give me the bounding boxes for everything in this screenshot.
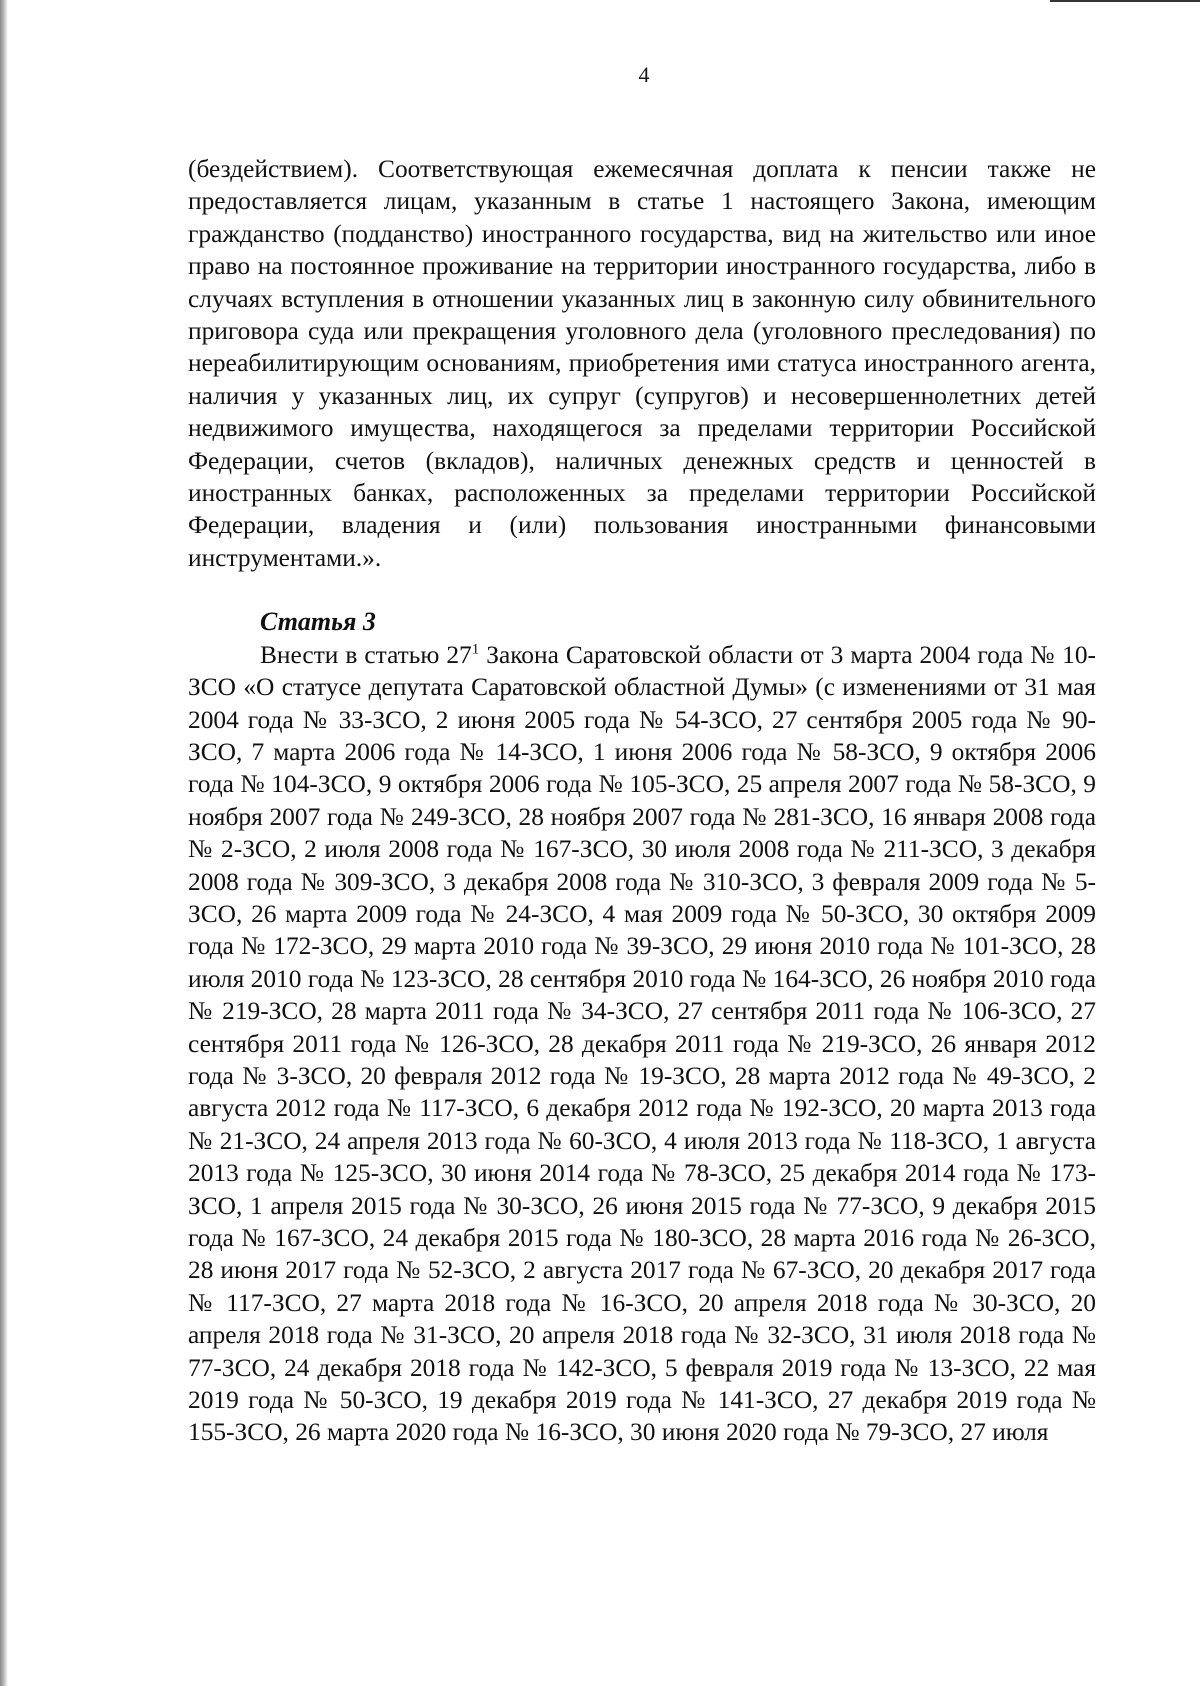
paragraph-article-3 [188, 639, 1096, 1449]
paragraph-continuation: (бездействием). Соответствующая ежемесячная доплата к пенсии также не предоставляется лицам, указанным в статье 1 настоящего Закона, имеющим гражданство (подданство) иностранного государства, вид на жительство или иное право на постоянное проживание на территории иностранного государства, либо в случаях вступления в отношении указанных лиц в законную силу обвинительного приговора суда или прекращения уголовного дела (уголовного преследования) по нереабилитирующим основаниям, приобретения ими статуса иностранного агента, наличия у указанных лиц, их супруг (супругов) и несовершеннолетних детей недвижимого имущества, находящегося за пределами территории Российской Федерации, счетов (вкладов), наличных денежных средств и ценностей в иностранных банках, расположенных за пределами территории Российской Федерации, владения и (или) пользования иностранными финансовыми инструментами.». [188, 155, 1096, 572]
document-body [188, 153, 1096, 1449]
paragraph-article-3-rest: Закона Саратовской области от 3 марта 2004 года № 10-ЗСО «О статусе депутата Саратовской областной Думы» (с изменениями от 31 мая 2004 года № 33-ЗСО, 2 июня 2005 года № 54-ЗСО, 27 сентября 2005 года № 90-ЗСО, 7 марта 2006 года № 14-ЗСО, 1 июня 2006 года № 58-ЗСО, 9 октября 2006 года № 104-ЗСО, 9 октября 2006 года № 105-ЗСО, 25 апреля 2007 года № 58-ЗСО, 9 ноября 2007 года № 249-ЗСО, 28 ноября 2007 года № 281-ЗСО, 16 января 2008 года № 2-ЗСО, 2 июля 2008 года № 167-ЗСО, 30 июля 2008 года № 211-ЗСО, 3 декабря 2008 года № 309-ЗСО, 3 декабря 2008 года № 310-ЗСО, 3 февраля 2009 года № 5-ЗСО, 26 марта 2009 года № 24-ЗСО, 4 мая 2009 года № 50-ЗСО, 30 октября 2009 года № 172-ЗСО, 29 марта 2010 года № 39-ЗСО, 29 июня 2010 года № 101-ЗСО, 28 июля 2010 года № 123-ЗСО, 28 сентября 2010 года № 164-ЗСО, 26 ноября 2010 года № 219-ЗСО, 28 марта 2011 года № 34-ЗСО, 27 сентября 2011 года № 106-ЗСО, 27 сентября 2011 года № 126-ЗСО, 28 декабря 2011 года № 219-ЗСО, 26 января 2012 года № 3-ЗСО, 20 февраля 2012 года № 19-ЗСО, 28 марта 2012 года № 49-ЗСО, 2 августа 2012 года № 117-ЗСО, 6 декабря 2012 года № 192-ЗСО, 20 марта 2013 года № 21-ЗСО, 24 апреля 2013 года № 60-ЗСО, 4 июля 2013 года № 118-ЗСО, 1 августа 2013 года № 125-ЗСО, 30 июня 2014 года № 78-ЗСО, 25 декабря 2014 года № 173-ЗСО, 1 апреля 2015 года № 30-ЗСО, 26 июня 2015 года № 77-ЗСО, 9 декабря 2015 года № 167-ЗСО, 24 декабря 2015 года № 180-ЗСО, 28 марта 2016 года № 26-ЗСО, 28 июня 2017 года № 52-ЗСО, 2 августа 2017 года № 67-ЗСО, 20 декабря 2017 года № 117-ЗСО, 27 марта 2018 года № 16-ЗСО, 20 апреля 2018 года № 30-ЗСО, 20 апреля 2018 года № 31-ЗСО, 20 апреля 2018 года № 32-ЗСО, 31 июля 2018 года № 77-ЗСО, 24 декабря 2018 года № 142-ЗСО, 5 февраля 2019 года № 13-ЗСО, 22 мая 2019 года № 50-ЗСО, 19 декабря 2019 года № 141-ЗСО, 27 декабря 2019 года № 155-ЗСО, 26 марта 2020 года № 16-ЗСО, 30 июня 2020 года № 79-ЗСО, 27 июля [188, 640, 1097, 1447]
article-heading: Статья 3 [260, 607, 376, 637]
paragraph-article-3-start: Внести в статью 27 [260, 640, 472, 669]
top-edge-line [1050, 0, 1200, 2]
scan-edge-shadow [0, 0, 8, 1686]
page-number: 4 [638, 62, 650, 87]
article-number-superscript: 1 [471, 641, 480, 658]
